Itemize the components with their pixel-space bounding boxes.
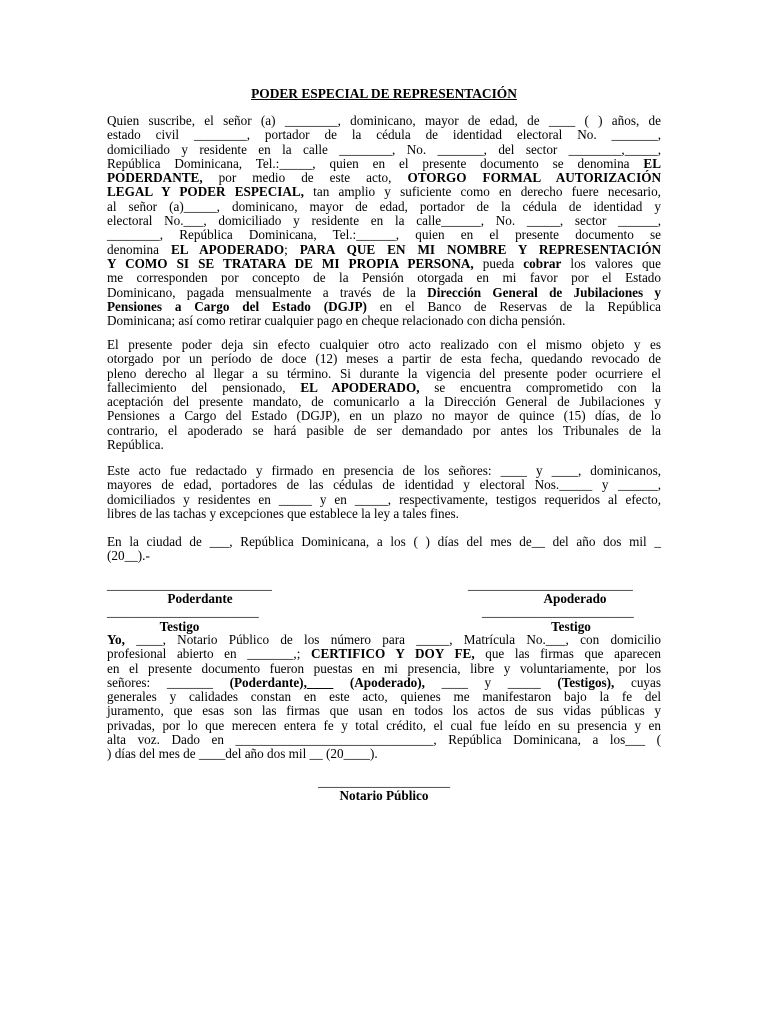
text-line: pleno derecho al llegar a su término. Si durante la vigencia del presente poder ocurriere el xyxy=(107,365,661,381)
paragraph-notary-certification xyxy=(107,633,661,762)
document-title: PODER ESPECIAL DE REPRESENTACIÓN xyxy=(251,86,517,101)
apoderado-label: Apoderado xyxy=(543,591,607,606)
text-line: mayores de edad, portadores de las cédulas de identidad y electoral Nos._____ y ______, xyxy=(107,477,661,493)
paragraph-place-date xyxy=(107,535,661,564)
text-line: domiciliado y residente en la calle ________, No. _______, del sector ________,_____, xyxy=(107,141,661,157)
bold-phrase: EL xyxy=(643,155,661,171)
paragraph-grant xyxy=(107,114,661,328)
text-line: Pensiones a Cargo del Estado (DGJP) en el Banco de Reservas de la República xyxy=(107,298,661,314)
text-line: El presente poder deja sin efecto cualquier otro acto realizado con el mismo objeto y es xyxy=(107,337,661,352)
testigo-left-label: Testigo xyxy=(159,619,200,634)
bold-phrase: PARA QUE EN MI NOMBRE Y REPRESENTACIÓN xyxy=(299,241,661,257)
text-line: en el presente documento fueron puestas en mi presencia, libre y voluntariamente, por los xyxy=(107,660,661,676)
bold-phrase: EL APODERADO, xyxy=(300,379,420,395)
text-line: Dominicano, pagada mensualmente a través de la Dirección General de Jubilaciones y xyxy=(107,284,661,300)
text-line: aceptación del presente mandato, de comunicarlo a la Dirección General de Jubilaciones y xyxy=(107,394,661,410)
bold-phrase: (Testigos), xyxy=(557,674,615,690)
text-line: otorgado por un período de doce (12) meses a partir de esta fecha, quedando revocado de xyxy=(107,351,661,367)
text-line: Y COMO SI SE TRATARA DE MI PROPIA PERSONA, pueda cobrar los valores que xyxy=(107,255,661,271)
text-line: República. xyxy=(107,437,164,453)
text-line: ) días del mes de ____del año dos mil __ (20____). xyxy=(107,746,378,762)
bold-phrase: (Poderdante),____ (Apoderado), xyxy=(229,674,425,690)
bold-phrase: Y COMO SI SE TRATARA DE MI PROPIA PERSONA, xyxy=(107,255,474,271)
bold-phrase: cobrar xyxy=(523,255,562,271)
bold-phrase: Yo, xyxy=(107,632,125,647)
bold-phrase: Dirección General de Jubilaciones y xyxy=(427,284,661,300)
bold-phrase: PODERDANTE, xyxy=(107,170,203,186)
testigo-right-label: Testigo xyxy=(551,619,591,634)
paragraph-witnesses xyxy=(107,464,661,521)
bold-phrase: Pensiones a Cargo del Estado (DGJP) xyxy=(107,298,367,314)
text-line: contrario, el apoderado se hará pasible de ser demandado por antes los Tribunales de la xyxy=(107,422,661,438)
text-line: (20__).- xyxy=(107,548,150,564)
text-line: En la ciudad de ___, República Dominicana, a los ( ) días del mes de__ del año dos mil _ xyxy=(107,534,661,549)
bold-phrase: CERTIFICO Y DOY FE, xyxy=(310,646,475,662)
signature-line-poderdante: _________________________ xyxy=(107,577,272,592)
bold-phrase: EL APODERADO xyxy=(170,241,285,257)
text-line: al señor (a)_____, dominicano, mayor de edad, portador de la cédula de identidad y xyxy=(107,198,661,214)
bold-phrase: OTORGO FORMAL AUTORIZACIÓN xyxy=(407,170,661,186)
notary-signature-line: ____________________ xyxy=(318,774,450,789)
poderdante-label: Poderdante xyxy=(167,591,233,606)
text-line: Pensiones a Cargo del Estado (DGJP), en un plazo no mayor de quince (15) días, de lo xyxy=(107,408,661,424)
text-line: Dominicana; así como retirar cualquier pago en cheque relacionado con dicha pensión. xyxy=(107,313,566,329)
text-line: me corresponden por concepto de la Pensión otorgada en mi favor por el Estado xyxy=(107,270,661,286)
text-line: Quien suscribe, el señor (a) ________, dominicano, mayor de edad, de ____ ( ) años, de xyxy=(107,113,661,128)
text-line: ________, República Dominicana, Tel.:______, quien en el presente documento se xyxy=(107,227,661,243)
signature-line-testigo-right: _______________________ xyxy=(482,604,634,619)
paragraph-validity xyxy=(107,338,661,452)
text-line: generales y calidades constan en este acto, quienes me manifestaron bajo la fe del xyxy=(107,689,661,705)
signature-line-apoderado: _________________________ xyxy=(468,577,633,592)
text-line: Yo, ____, Notario Público de los número para _____, Matrícula No.___, con domicilio xyxy=(107,632,661,647)
text-line: LEGAL Y PODER ESPECIAL, tan amplio y suficiente como en derecho fuere necesario, xyxy=(107,184,661,200)
signature-line-testigo-left: _______________________ xyxy=(107,604,259,619)
notary-label: Notario Público xyxy=(339,788,429,803)
text-line: juramento, que esas son las firmas que usan en todos los actos de sus vidas públicas y xyxy=(107,703,661,719)
text-line: alta voz. Dado en ______________________________, República Dominicana, a los___ ( xyxy=(107,732,661,748)
text-line: PODERDANTE, por medio de este acto, OTORGO FORMAL AUTORIZACIÓN xyxy=(107,170,661,186)
text-line: privadas, por lo que merecen entera fe y total crédito, el cual fue leído en su presencia y en xyxy=(107,717,661,733)
text-line: denomina EL APODERADO; PARA QUE EN MI NOMBRE Y REPRESENTACIÓN xyxy=(107,241,661,257)
text-line: domiciliados y residentes en _____ y en _____, respectivamente, testigos requeridos al efecto, xyxy=(107,491,661,507)
text-line: electoral No.___, domiciliado y residente en la calle______, No. _____, sector ______, xyxy=(107,213,661,229)
text-line: Este acto fue redactado y firmado en presencia de los señores: ____ y ____, dominicanos, xyxy=(107,463,661,478)
text-line: profesional abierto en _______,; CERTIFICO Y DOY FE, que las firmas que aparecen xyxy=(107,646,661,662)
text-line: libres de las tachas y excepciones que establece la ley a tales fines. xyxy=(107,505,459,521)
text-line: fallecimiento del pensionado, EL APODERADO, se encuentra comprometido con la xyxy=(107,379,662,395)
text-line: estado civil ________, portador de la cédula de identidad electoral No. _______, xyxy=(107,127,661,143)
text-line: señores: _______ (Poderdante),____ (Apoderado), ____ y _____ (Testigos), cuyas xyxy=(107,674,661,690)
bold-phrase: LEGAL Y PODER ESPECIAL, xyxy=(107,184,304,200)
text-line: República Dominicana, Tel.:_____, quien en el presente documento se denomina EL xyxy=(107,155,661,171)
